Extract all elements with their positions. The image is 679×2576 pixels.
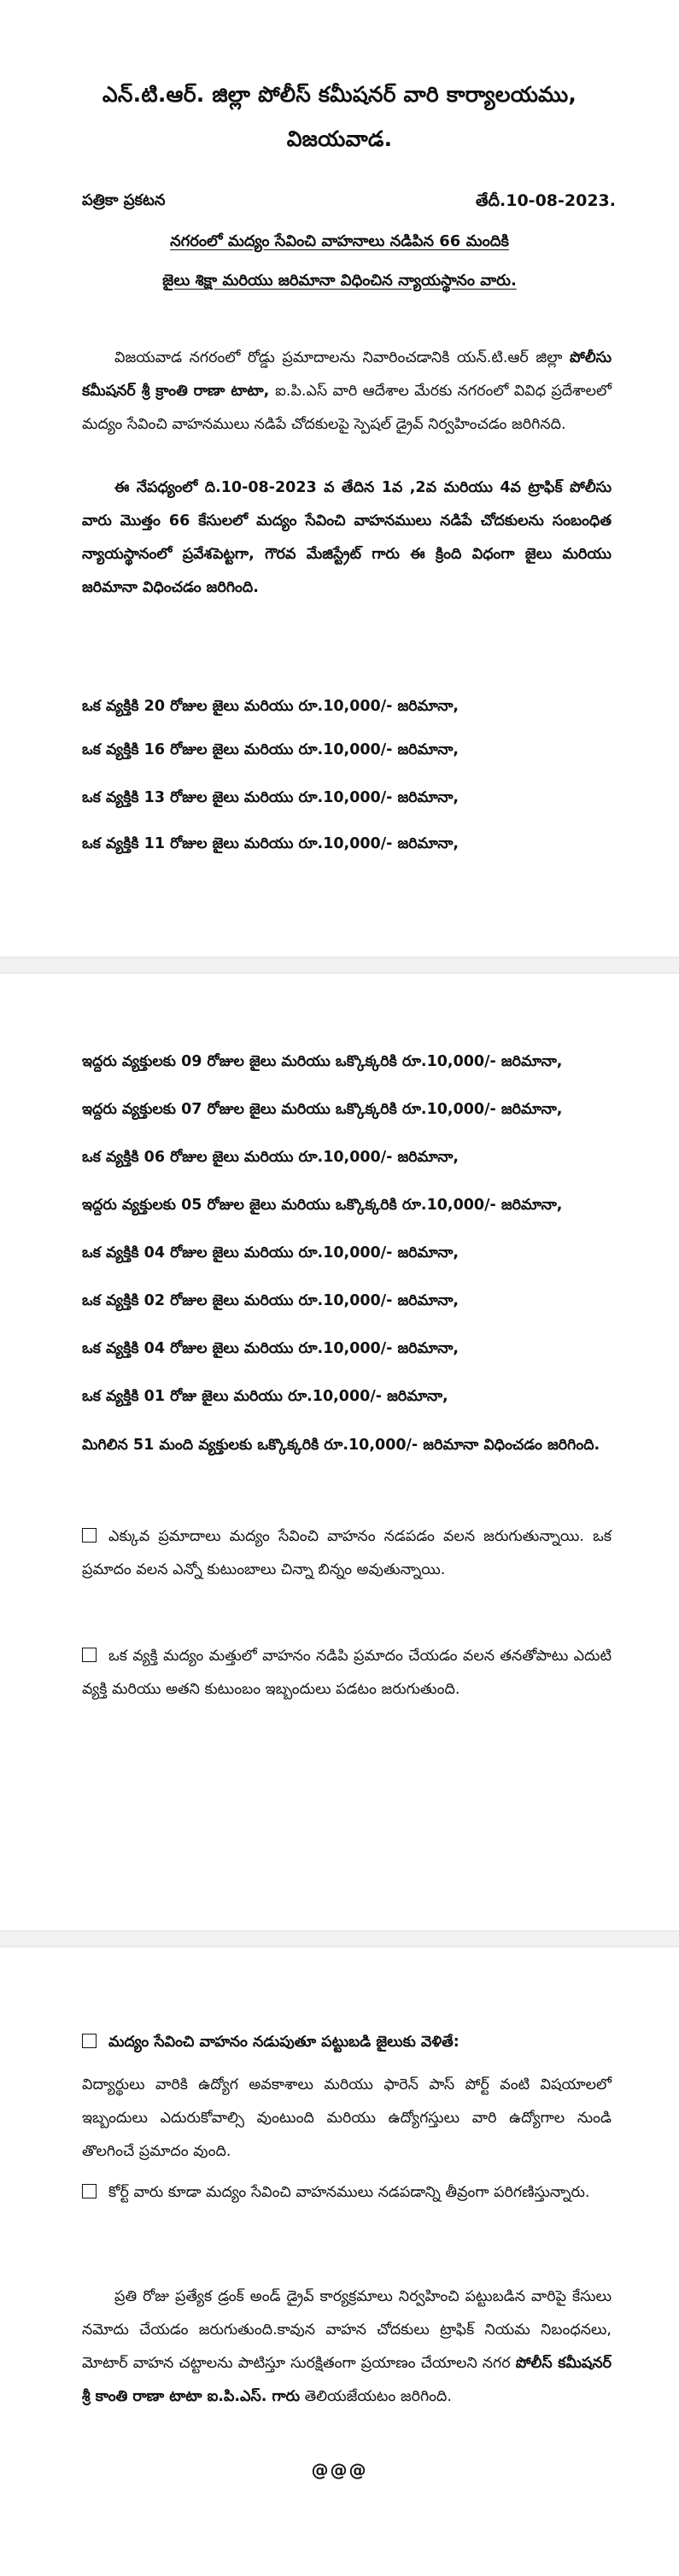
consequence-paragraph: విద్యార్థులు వారికి ఉద్యోగ అవకాశాలు మరియు ఫారెన్ పాస్ పోర్ట్ వంటి విషయాలలో ఇబ్బందులు ఎదురుకోవాల్సి వుంటుంది మరియు ఉద్యోగస్తులు వారి ఉద్యోగాల నుండి తొలగించే ప్రమాదం వుంది. <box>82 2076 612 2160</box>
sentence-line: ఒక వ్యక్తికి 02 రోజుల జైలు మరియు రూ.10,000/- జరిమానా, <box>82 1292 459 1309</box>
bullet-item: కోర్ట్ వారు కూడా మద్యం సేవించి వాహనములు నడపడాన్ని తీవ్రంగా పరిగణిస్తున్నారు. <box>82 2176 612 2210</box>
press-release-label: పత్రికా ప్రకటన <box>82 191 166 209</box>
paragraph-intro: విజయవాడ నగరంలో రోడ్డు ప్రమాదాలను నివారించడానికి యన్.టి.ఆర్ జిల్లా పోలీసు కమీషనర్ శ్రీ క్రాంతి రాణా టాటా, ఐ.పి.ఎస్ వారి ఆదేశాల మేరకు నగరంలో వివిధ ప్రదేశాలలో మద్యం సేవించి వాహనములు నడిపే చోదకులపై స్పెషల్ డ్రైవ్ నిర్వహించడం జరిగినది. <box>82 349 612 433</box>
sentence-line: ఒక వ్యక్తికి 13 రోజుల జైలు మరియు రూ.10,000/- జరిమానా, <box>82 789 459 806</box>
summary-paragraph: మిగిలిన 51 మంది వ్యక్తులకు ఒక్కొక్కరికి రూ.10,000/- జరిమానా విధించడం జరిగింది. <box>82 1437 600 1454</box>
end-marker: @@@ <box>311 2460 368 2480</box>
checkbox-square-icon <box>82 2034 97 2048</box>
page-2 <box>0 974 679 1930</box>
sentence-line: ఒక వ్యక్తికి 16 రోజుల జైలు మరియు రూ.10,000/- జరిమానా, <box>82 741 459 758</box>
sentence-line: ఒక వ్యక్తికి 06 రోజుల జైలు మరియు రూ.10,000/- జరిమానా, <box>82 1149 459 1166</box>
closing-paragraph: ప్రతి రోజు ప్రత్యేక డ్రంక్ అండ్ డ్రైవ్ కార్యక్రమాలు నిర్వహించి పట్టుబడిన వారిపై కేసులు నమోదు చేయడం జరుగుతుంది.కావున వాహన చోదకులు ట్రాఫిక్ నియమ నిబంధనలు, మోటార్ వాహన చట్టాలను పాటిస్తూ సురక్షితంగా ప్రయాణం చేయాలని నగర పోలీస్ కమీషనర్ శ్రీ కాంతి రాణా టాటా ఐ.పి.ఎస్. గారు తెలియజేయటం జరిగింది. <box>82 2288 612 2405</box>
bullet-heading: మద్యం సేవించి వాహనం నడుపుతూ పట్టుబడి జైలుకు వెళితే: <box>82 2026 612 2059</box>
office-city: విజయవాడ. <box>286 126 393 151</box>
bullet-item: ఎక్కువ ప్రమాదాలు మద్యం సేవించి వాహనం నడపడం వలన జరుగుతున్నాయి. ఒక ప్రమాదం వలన ఎన్నో కుటుంబాలు చిన్నా బిన్నం అవుతున్నాయి. <box>82 1528 612 1578</box>
page-3 <box>0 1947 679 2576</box>
sentence-line: ఒక వ్యక్తికి 11 రోజుల జైలు మరియు రూ.10,000/- జరిమానా, <box>82 835 459 852</box>
checkbox-square-icon <box>82 1648 97 1662</box>
checkbox-square-icon <box>82 2184 97 2198</box>
page-1 <box>0 0 679 957</box>
headline-line-2: జైలు శిక్షా మరియు జరిమానా విధించిన న్యాయస్థానం వారు. <box>162 272 517 290</box>
sentence-line: ఒక వ్యక్తికి 20 రోజుల జైలు మరియు రూ.10,000/- జరిమానా, <box>82 698 459 715</box>
office-title: ఎన్.టి.ఆర్. జిల్లా పోలీస్ కమీషనర్ వారి కార్యాలయము, <box>102 82 577 107</box>
sentence-line: ఒక వ్యక్తికి 01 రోజు జైలు మరియు రూ.10,000/- జరిమానా, <box>82 1388 448 1405</box>
press-date: తేదీ.10-08-2023. <box>475 191 616 210</box>
paragraph-drive: ఈ నేపధ్యంలో ది.10-08-2023 వ తేదిన 1వ ,2వ మరియు 4వ ట్రాఫిక్ పోలీసు వారు మొత్తం 66 కేసులలో మద్యం సేవించి వాహనములు నడిపే చోదకులను సంబంధిత న్యాయస్థానంలో ప్రవేశపెట్టగా, గౌరవ మేజిస్ట్రేట్ గారు ఈ క్రింది విధంగా జైలు మరియు జరిమానా విధించడం జరిగింది. <box>82 479 612 596</box>
sentence-line: ఇద్దరు వ్యక్తులకు 05 రోజుల జైలు మరియు ఒక్కొక్కరికి రూ.10,000/- జరిమానా, <box>82 1197 563 1214</box>
sentence-line: ఒక వ్యక్తికి 04 రోజుల జైలు మరియు రూ.10,000/- జరిమానా, <box>82 1340 459 1357</box>
checkbox-square-icon <box>82 1528 97 1543</box>
headline-line-1: నగరంలో మద్యం సేవించి వాహనాలు నడిపిన 66 మందికి <box>170 232 509 250</box>
sentence-line: ఒక వ్యక్తికి 04 రోజుల జైలు మరియు రూ.10,000/- జరిమానా, <box>82 1244 459 1262</box>
sentence-line: ఇద్దరు వ్యక్తులకు 09 రోజుల జైలు మరియు ఒక్కొక్కరికి రూ.10,000/- జరిమానా, <box>82 1053 563 1070</box>
bullet-item: ఒక వ్యక్తి మద్యం మత్తులో వాహనం నడిపి ప్రమాదం చేయడం వలన తనతోపాటు ఎదుటి వ్యక్తి మరియు అతని కుటుంబం ఇబ్బందులు పడటం జరుగుతుంది. <box>82 1648 612 1698</box>
sentence-line: ఇద్దరు వ్యక్తులకు 07 రోజుల జైలు మరియు ఒక్కొక్కరికి రూ.10,000/- జరిమానా, <box>82 1101 563 1118</box>
